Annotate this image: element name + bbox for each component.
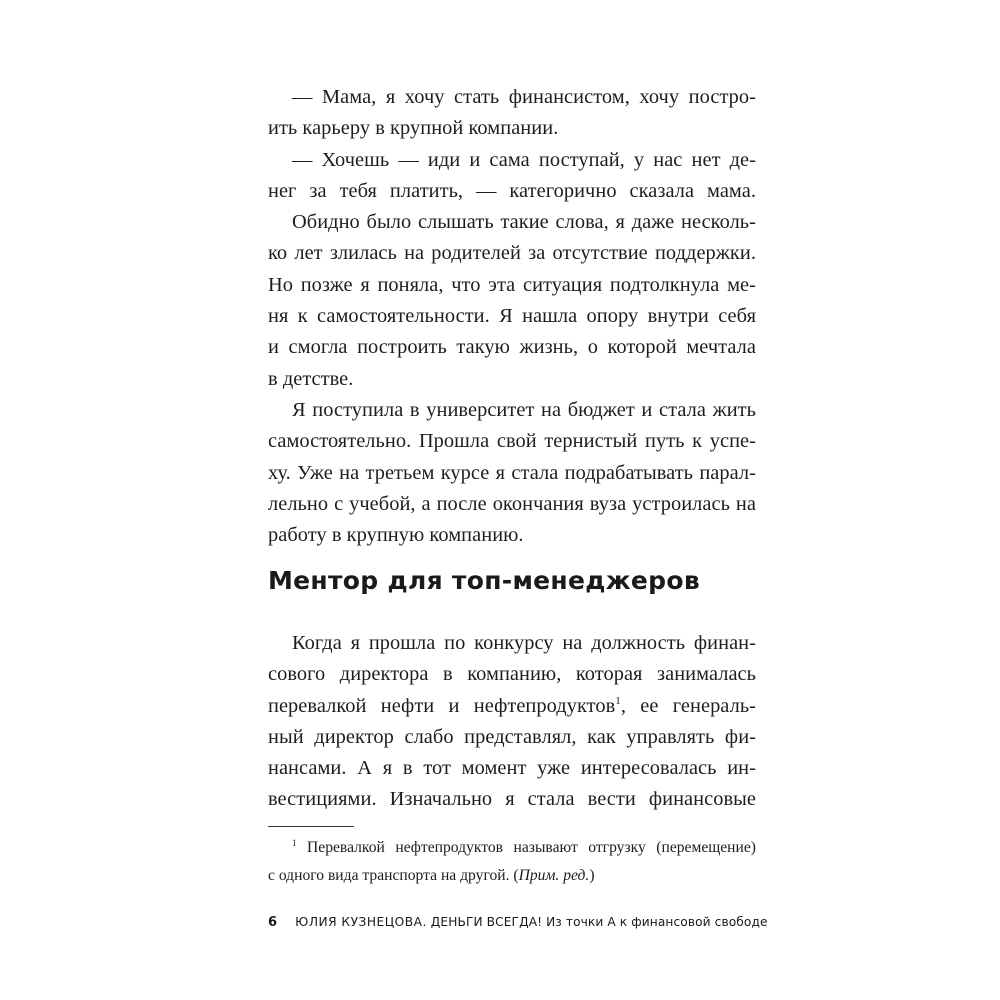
text-line: Но позже я поняла, что эта ситуация подтолкнула ме- <box>268 273 756 296</box>
text-fragment: с одного вида транспорта на другой. ( <box>268 867 519 884</box>
text-line: — Мама, я хочу стать финансистом, хочу постро- <box>292 86 756 108</box>
footnote-line <box>268 834 756 862</box>
text-line: сового директора в компанию, которая занималась <box>268 663 756 686</box>
footnote-divider <box>268 826 354 827</box>
text-line <box>268 691 756 722</box>
text-line: ить карьеру в крупной компании. <box>268 117 559 140</box>
text-line: самостоятельно. Прошла свой тернистый путь к успе- <box>268 430 756 453</box>
text-line: ко лет злилась на родителей за отсутствие поддержки. <box>268 242 756 265</box>
footnote-reference: 1 <box>615 694 621 707</box>
text-line: и смогла построить такую жизнь, о которой мечтала <box>268 336 756 359</box>
footnote-line <box>268 862 756 890</box>
text-line: работу в крупную компанию. <box>268 524 524 547</box>
text-line: ный директор слабо представлял, как управлять фи- <box>268 725 756 748</box>
running-footer <box>268 915 768 930</box>
main-text-block-2 <box>268 628 756 816</box>
main-text-block-1 <box>268 82 756 551</box>
text-line: Когда я прошла по конкурсу на должность финан- <box>292 632 756 654</box>
text-line: Я поступила в университет на бюджет и стала жить <box>292 398 756 421</box>
text-fragment: перевалкой нефти и нефтепродуктов <box>268 694 616 717</box>
text-fragment: Перевалкой нефтепродуктов называют отгрузку (перемещение) <box>296 839 756 856</box>
book-title: ДЕНЬГИ ВСЕГДА! Из точки А к финансовой свободе <box>426 915 768 929</box>
book-author: ЮЛИЯ КУЗНЕЦОВА. <box>295 915 427 929</box>
footnote <box>268 834 756 890</box>
footnote-marker: 1 <box>292 837 297 848</box>
text-line: лельно с учебой, а после окончания вуза устроилась на <box>268 492 756 515</box>
text-fragment: , ее генераль- <box>620 694 757 717</box>
section-heading: Ментор для топ-менеджеров <box>268 566 700 595</box>
text-line: Обидно было слышать такие слова, я даже несколь- <box>292 211 756 234</box>
text-fragment: ) <box>589 867 595 884</box>
text-line: в детстве. <box>268 367 354 390</box>
text-line: нег за тебя платить, — категорично сказала мама. <box>268 179 756 202</box>
text-line: вестициями. Изначально я стала вести финансовые <box>268 788 756 811</box>
text-line: ху. Уже на третьем курсе я стала подрабатывать парал- <box>268 461 756 484</box>
text-line: нансами. А я в тот момент уже интересовалась ин- <box>268 757 756 780</box>
editor-note: Прим. ред. <box>518 867 590 884</box>
text-line: ня к самостоятельности. Я нашла опору внутри себя <box>268 305 756 328</box>
text-line: — Хочешь — иди и сама поступай, у нас нет де- <box>292 148 756 171</box>
page-number: 6 <box>268 915 278 930</box>
